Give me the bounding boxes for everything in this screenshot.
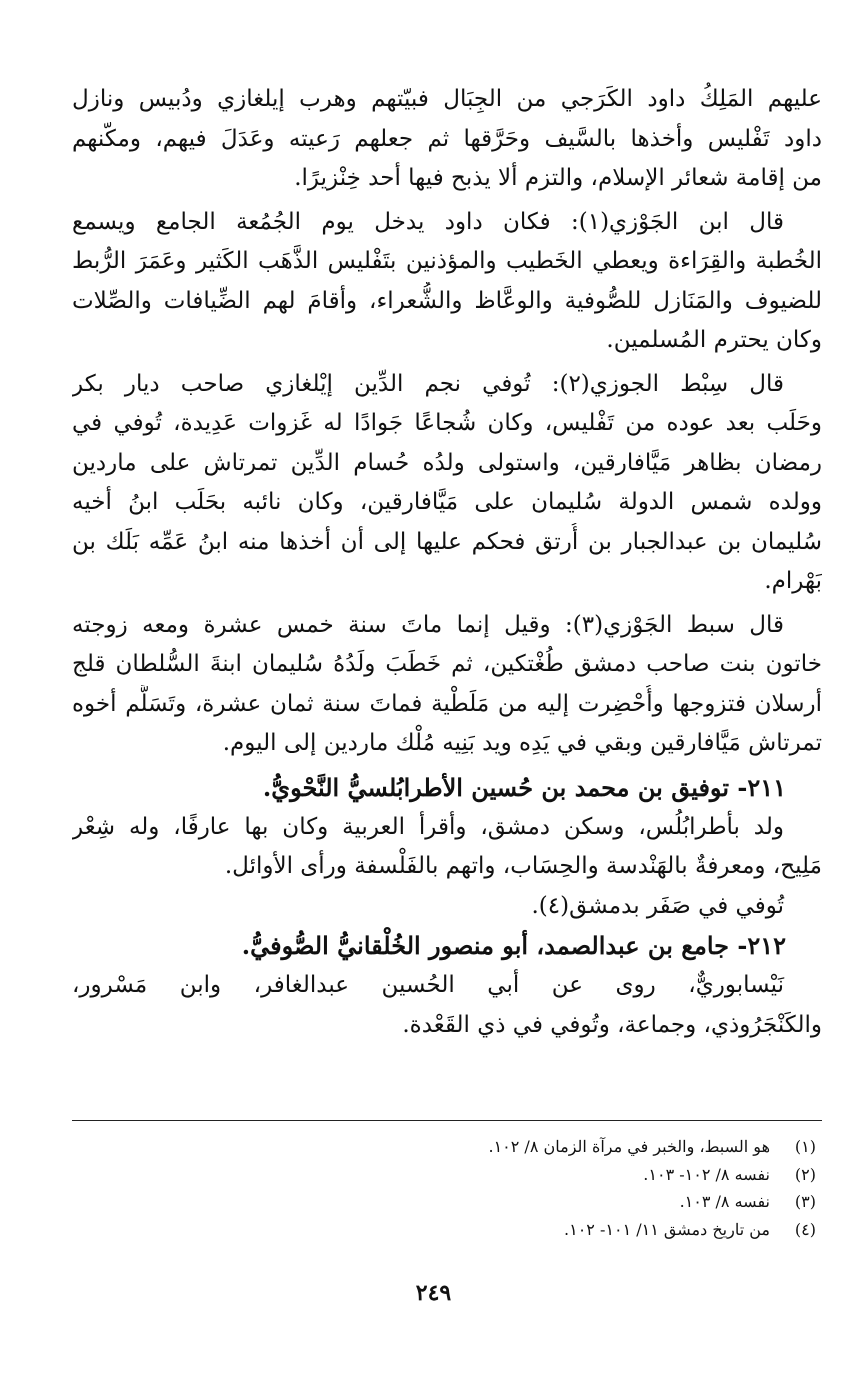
text-line: سُليمان بن عبدالجبار بن أُرتق فحكم عليها إلى أن أخذها منه ابنُ عَمِّه بَلَك بن <box>72 528 822 555</box>
paragraph-sibt-aljawzi <box>72 365 822 602</box>
text-line: والكَنْجَرُوذي، وجماعة، وتُوفي في ذي القَعْدة. <box>402 1011 822 1038</box>
text-line: قال سبط الجَوْزي(٣): وقيل إنما ماتَ سنة خمس عشرة ومعه زوجته <box>72 611 785 638</box>
entry-heading: ٢١٢- جامع بن عبدالصمد، أبو منصور الخُلْقانيُّ الصُّوفيُّ. <box>241 931 786 960</box>
entry-heading: ٢١١- توفيق بن محمد بن حُسين الأطرابُلسيُّ النَّحْويُّ. <box>262 772 786 802</box>
text-line: عليهم المَلِكُ داود الكَرَجي من الجِبَال فبيّتهم وهرب إيلغازي ودُبيس ونازل <box>72 86 822 112</box>
text-line: داود تَفْليس وأخذها بالسَّيف وحَرَّقها ثم جعلهم رَعيته وعَدَلَ فيهم، ومكّنهم <box>72 125 822 152</box>
page-number: ٢٤٩ <box>415 1280 452 1306</box>
paragraph-continuation <box>72 80 822 199</box>
text-line: أرسلان فتزوجها وأُحْضِرت إليه من مَلَطْية فماتَ سنة ثمان عشرة، وتَسَلَّم أخوه <box>72 690 822 717</box>
text-line: ولد بأطرابُلُس، وسكن دمشق، وأقرأ العربية وكان بها عارفًا، وله شِعْر <box>72 813 784 840</box>
text-line: نَيْسابوريٌّ، روى عن أبي الحُسين عبدالغافر، وابن مَسْرور، <box>72 972 784 998</box>
text-line: خاتون بنت صاحب دمشق طُغْتكين، ثم خَطَبَ ولَدُهُ سُليمان ابنةَ السُّلطان قلج <box>72 651 822 677</box>
text-line: وحَلَب بعد عوده من تَفْليس، وكان شُجاعًا جَوادًا له غَزوات عَدِيدة، تُوفي في <box>72 410 822 436</box>
page-body <box>72 80 822 1045</box>
footnote-number: (٣) <box>794 1192 816 1211</box>
paragraph-sibt-aljawzi-2 <box>72 606 822 764</box>
footnote-number: (٤) <box>794 1219 816 1239</box>
footnotes <box>72 1133 822 1243</box>
footnote-text: هو السبط، والخبر في مرآة الزمان ٨/ ١٠٢. <box>488 1137 770 1156</box>
footnote <box>72 1161 822 1189</box>
text-line: من إقامة شعائر الإسلام، والتزم ألا يذبح فيها أحد خِنْزيرًا. <box>294 165 822 191</box>
footnote <box>72 1133 822 1161</box>
text-line: للضيوف والمَنَازل للصُّوفية والوعَّاظ والشُّعراء، وأقامَ لهم الضِّيافات والصِّلات <box>72 287 822 314</box>
text-line: تُوفي في صَفَر بدمشق(٤). <box>531 892 784 919</box>
entry-211 <box>72 768 822 927</box>
text-line: رمضان بظاهر مَيَّافارقين، واستولى ولدُه حُسام الدِّين تمرتاش على ماردين <box>72 449 822 476</box>
footnote-number: (١) <box>794 1137 816 1156</box>
footnote-separator <box>72 1120 822 1121</box>
footnote <box>72 1188 822 1216</box>
footnote-text: نفسه ٨/ ١٠٢- ١٠٣. <box>643 1164 770 1184</box>
text-line: تمرتاش مَيَّافارقين وبقي في يَدِه ويد بَنِيه مُلْك ماردين إلى اليوم. <box>222 730 822 756</box>
text-line: وكان يحترم المُسلمين. <box>606 327 822 353</box>
text-line: مَلِيح، ومعرفةٌ بالهَنْدسة والحِسَاب، واتهم بالفَلْسفة ورأى الأوائل. <box>224 853 822 879</box>
footnote <box>72 1216 822 1244</box>
entry-212 <box>72 926 822 1045</box>
text-line: وولده شمس الدولة سُليمان على مَيَّافارقين، وكان نائبه بحَلَب ابنُ أخيه <box>72 489 822 515</box>
paragraph-ibn-aljawzi <box>72 203 822 361</box>
footnote-text: من تاريخ دمشق ١١/ ١٠١- ١٠٢. <box>564 1219 770 1239</box>
text-line: قال سِبْط الجوزي(٢): تُوفي نجم الدِّين إيْلغازي صاحب ديار بكر <box>72 370 784 397</box>
text-line: الخُطبة والقِرَاءة ويعطي الخَطيب والمؤذنين بتَفْليس الذَّهَب الكَثير وعَمَرَ الرُّبط <box>72 248 822 274</box>
footnote-text: نفسه ٨/ ١٠٣. <box>679 1192 770 1211</box>
text-line: قال ابن الجَوْزي(١): فكان داود يدخل يوم الجُمُعة الجامع ويسمع <box>72 208 784 235</box>
footnote-number: (٢) <box>794 1164 816 1184</box>
text-line: بَهْرام. <box>764 568 822 594</box>
